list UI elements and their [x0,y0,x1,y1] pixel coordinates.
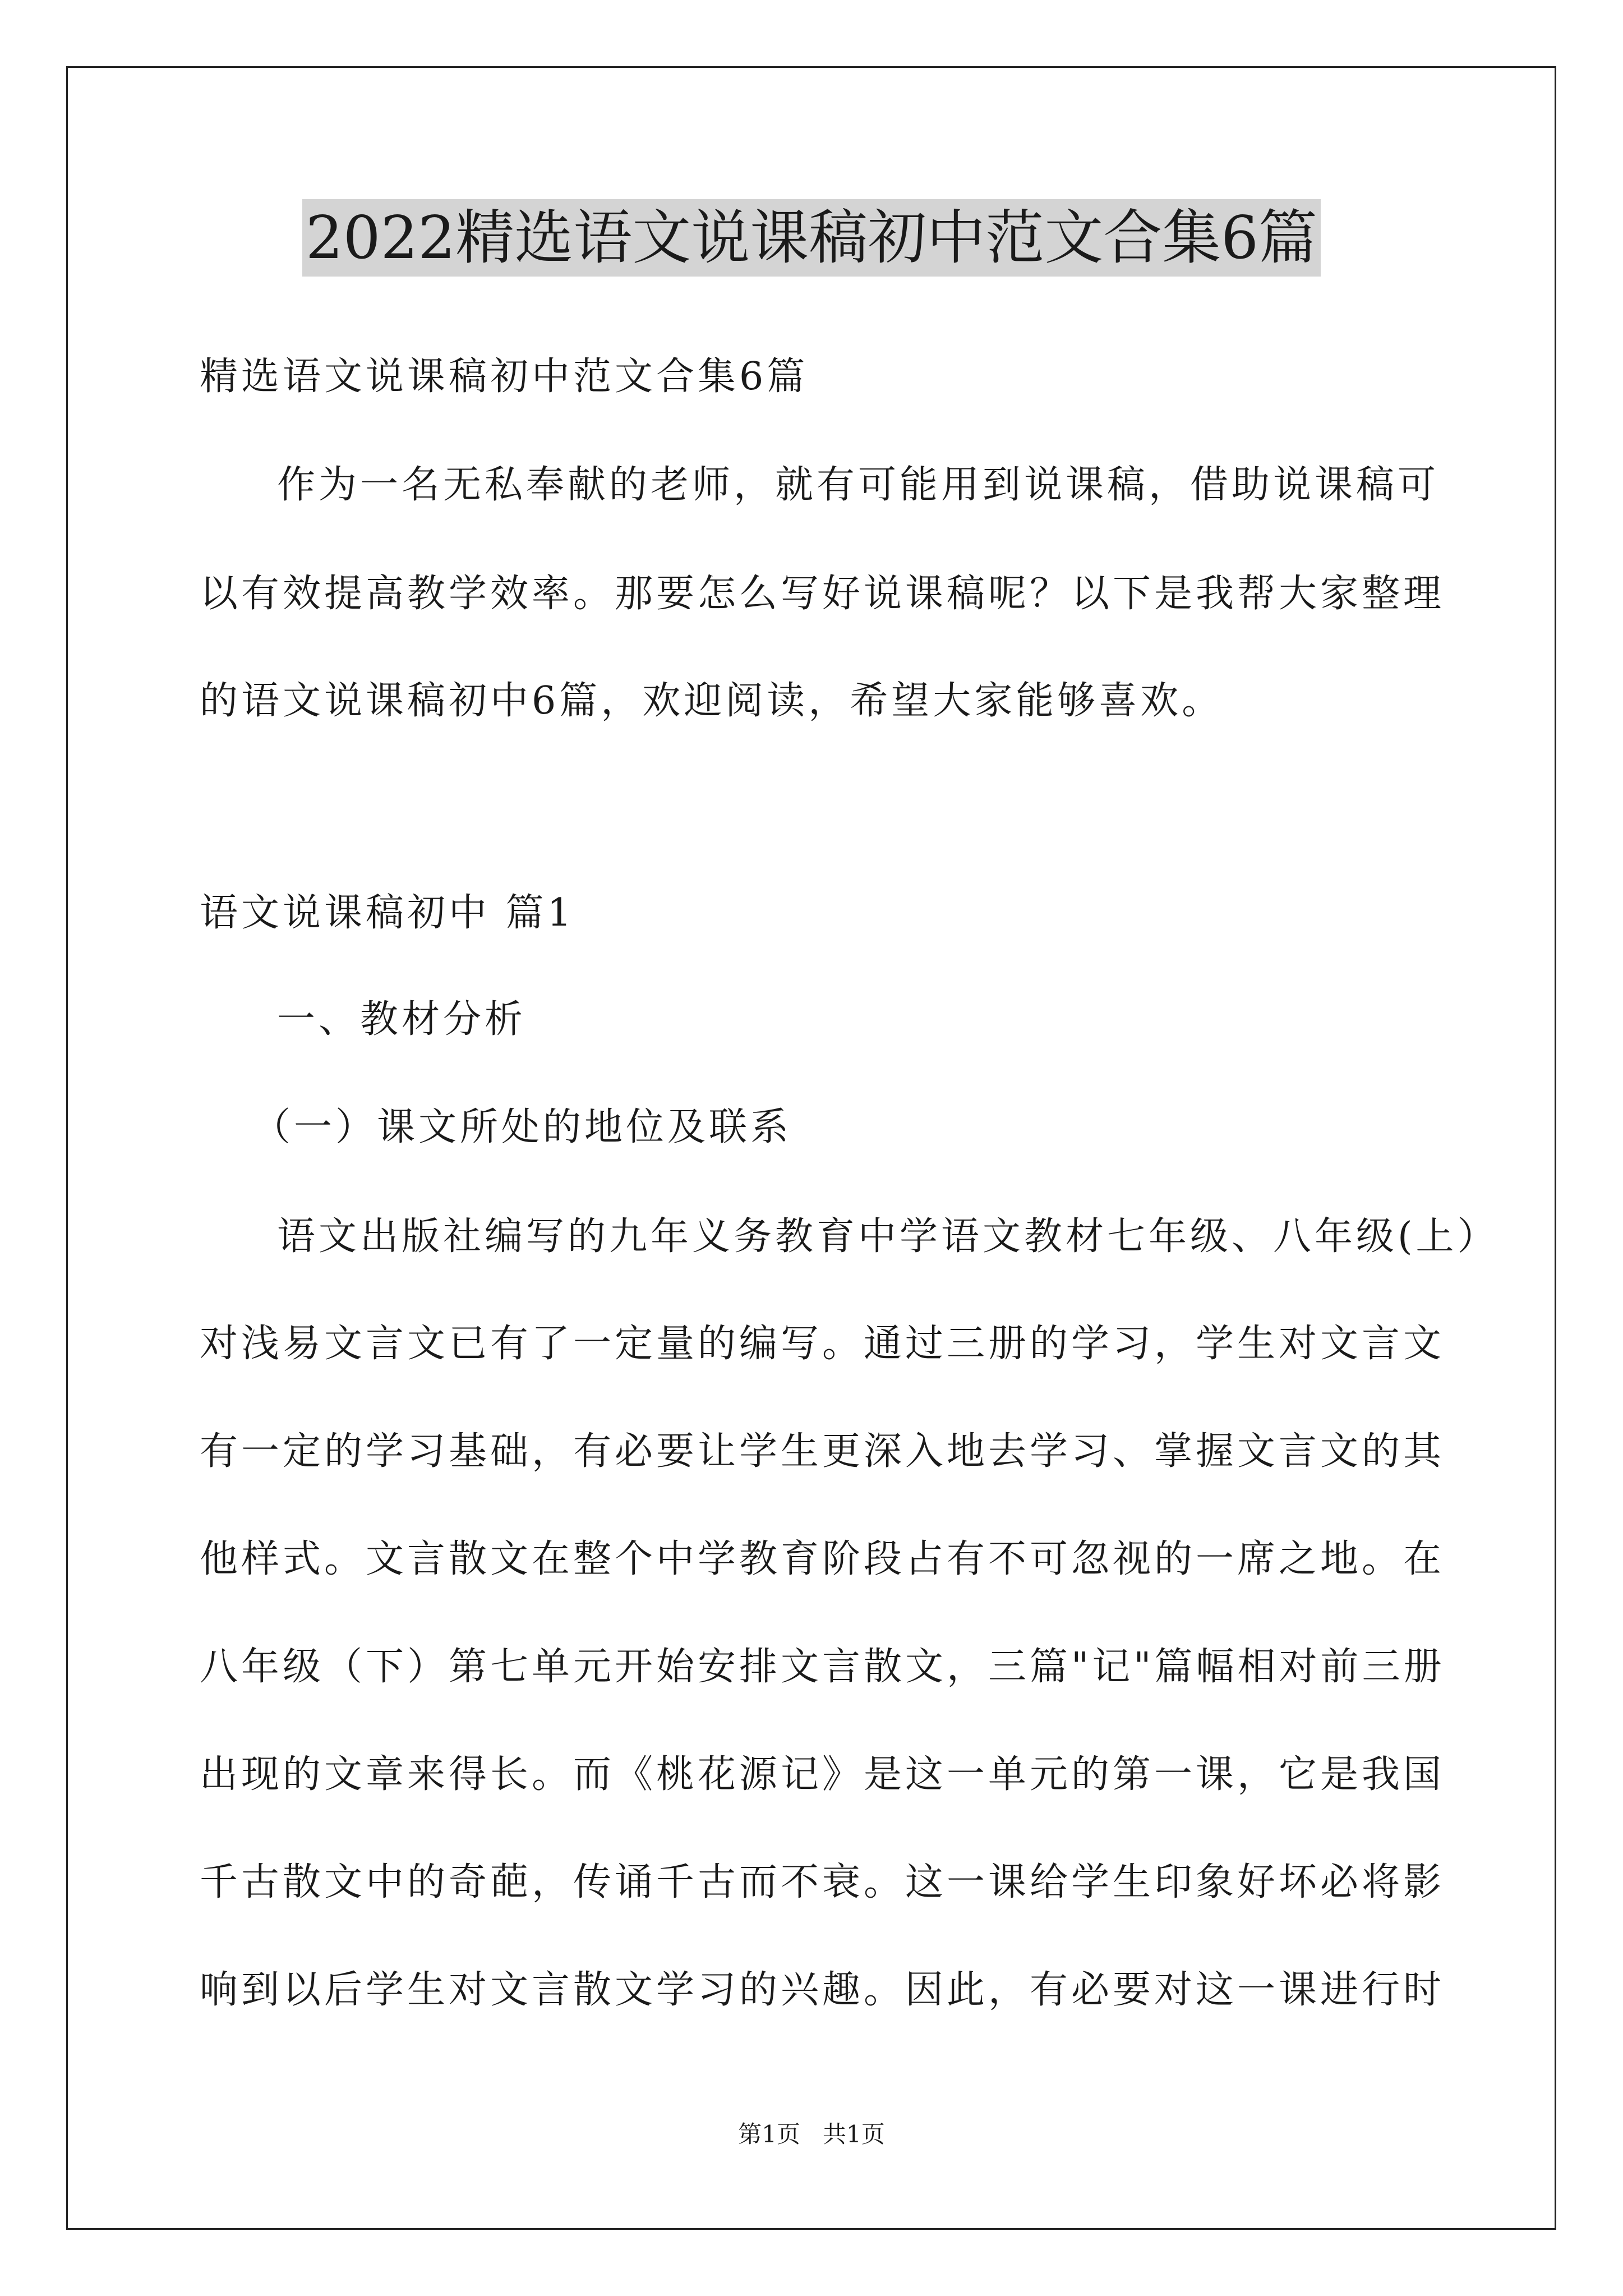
body-line-5: 八年级（下）第七单元开始安排文言散文，三篇"记"篇幅相对前三册 [200,1645,1445,1689]
body-line-1: 语文出版社编写的九年义务教育中学语文教材七年级、八年级(上） [277,1214,1499,1259]
document-subtitle: 精选语文说课稿初中范文合集6篇 [200,355,809,399]
body-line-7: 千古散文中的奇葩，传诵千古而不衰。这一课给学生印象好坏必将影 [200,1860,1445,1904]
body-line-4: 他样式。文言散文在整个中学教育阶段占有不可忽视的一席之地。在 [200,1537,1445,1581]
intro-line-2: 以有效提高教学效率。那要怎么写好说课稿呢？以下是我帮大家整理 [200,572,1445,616]
document-title: 2022精选语文说课稿初中范文合集6篇 [302,199,1321,277]
title-container [0,199,1623,277]
body-line-6: 出现的文章来得长。而《桃花源记》是这一单元的第一课，它是我国 [200,1752,1445,1797]
intro-line-3: 的语文说课稿初中6篇，欢迎阅读，希望大家能够喜欢。 [200,679,1224,723]
heading-level-2: （一）课文所处的地位及联系 [252,1105,792,1149]
body-line-8: 响到以后学生对文言散文学习的兴趣。因此，有必要对这一课进行时 [200,1968,1445,2012]
body-line-3: 有一定的学习基础，有必要让学生更深入地去学习、掌握文言文的其 [200,1429,1445,1474]
heading-level-1: 一、教材分析 [277,997,527,1042]
body-line-2: 对浅易文言文已有了一定量的编写。通过三册的学习，学生对文言文 [200,1322,1445,1366]
page-footer: 第1页 共1页 [738,2120,885,2148]
intro-line-1: 作为一名无私奉献的老师，就有可能用到说课稿，借助说课稿可 [277,463,1440,507]
section-heading: 语文说课稿初中 篇1 [200,891,575,935]
